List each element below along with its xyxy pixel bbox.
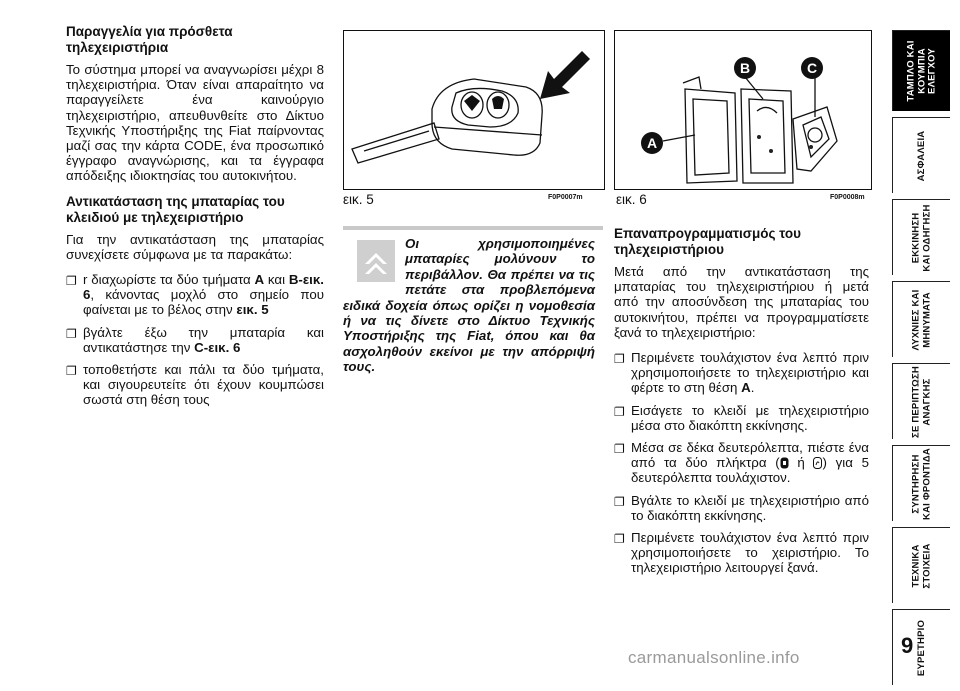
- bullet-separate-parts: ❐ r διαχωρίστε τα δύο τμήματα A και B-εικ. 6, κάνοντας μοχλό στο σημείο που φαίνεται με το βέλος στην εικ. 5: [66, 272, 324, 318]
- callout-c: [801, 57, 823, 79]
- tab-warning-lights[interactable]: ΛΥΧΝΙΕΣ ΚΑΙ ΜΗΝΥΜΑΤΑ: [892, 281, 950, 357]
- lock-button-icon: [780, 457, 789, 469]
- svg-text:A: A: [646, 135, 658, 151]
- paragraph-extra-remotes: Το σύστημα μπορεί να αναγνωρίσει μέχρι 8 τηλεχειριστήρια. Όταν είναι απαραίτητο να παραγγείλετε ένα καινούργιο τηλεχειριστήριο, απευθυνθείτε στο Δίκτυο Τεχνικής Υποστήριξης της Fiat παίρνοντας μαζί σας την κάρτα CODE, ένα προσωπικό έγγραφο αναγνώρισης, και τα έγγραφα απόδειξης ιδιοκτησίας του αυτοκινήτου.: [66, 62, 324, 184]
- checkbox-bullet-icon: ❐: [66, 364, 77, 379]
- tab-index[interactable]: ΕΥΡΕΤΗΡΙΟ: [892, 609, 950, 685]
- callout-a: [641, 132, 663, 154]
- warning-top-bar: [343, 226, 603, 230]
- tab-starting-driving[interactable]: ΕΚΚΙΝΗΣΗ ΚΑΙ ΟΔΗΓΗΣΗ: [892, 199, 950, 275]
- paragraph-battery-intro: Για την αντικατάσταση της μπαταρίας συνεχίσετε σύμφωνα με τα παρακάτω:: [66, 231, 324, 262]
- bullet-wait-position-a: ❐ Περιμένετε τουλάχιστον ένα λεπτό πριν χρησιμοποιήσετε το τηλεχειριστήριο και φέρτε το στη θέση A.: [614, 350, 869, 396]
- bullet-insert-key: ❐ Εισάγετε το κλειδί με τηλεχειριστήριο μέσα στο διακόπτη εκκίνησης.: [614, 402, 869, 433]
- tab-technical-data[interactable]: ΤΕΧΝΙΚΑ ΣΤΟΙΧΕΙΑ: [892, 527, 950, 603]
- bullet-press-button: ❐ Μέσα σε δέκα δευτερόλεπτα, πιέστε ένα από τα δύο πλήκτρα ( ή ) για 5 δευτερόλεπτα τουλάχιστον.: [614, 440, 869, 486]
- bullet-reassemble: ❐ τοποθετήστε και πάλι τα δύο τμήματα, και σιγουρευτείτε ότι έχουν κουμπώσει σωστά στη θέση τους: [66, 362, 324, 408]
- tab-maintenance[interactable]: ΣΥΝΤΗΡΗΣΗ ΚΑΙ ΦΡΟΝΤΙΔΑ: [892, 445, 950, 521]
- tab-emergency[interactable]: ΣΕ ΠΕΡΙΠΤΩΣΗ ΑΝΑΓΚΗΣ: [892, 363, 950, 439]
- figure-6-key-parts: [614, 30, 872, 190]
- checkbox-bullet-icon: ❐: [614, 404, 625, 419]
- checkbox-bullet-icon: ❐: [66, 326, 77, 341]
- figure-5-code: F0P0007m: [548, 194, 583, 201]
- page-number: 9: [901, 633, 914, 658]
- figure-6-label: εικ. 6: [616, 192, 647, 207]
- checkbox-bullet-icon: ❐: [614, 494, 625, 509]
- bullet-remove-battery: ❐ βγάλτε έξω την μπαταρία και αντικατάστησε την C-εικ. 6: [66, 324, 324, 355]
- paragraph-reprogramming-intro: Μετά από την αντικατάσταση της μπαταρίας του τηλεχειριστήριου ή μετά από την αποσύνδεση της μπαταρίας του αυτοκινήτου, πρέπει να προγραμματίσετε ξανά το τηλεχειριστήριο:: [614, 264, 869, 340]
- section-heading-battery-replacement: Αντικατάσταση της μπαταρίας του κλειδιού με τηλεχειριστήριο: [66, 193, 285, 225]
- checkbox-bullet-icon: ❐: [66, 274, 77, 289]
- bullet-wait-ready: ❐ Περιμένετε τουλάχιστον ένα λεπτό πριν χρησιμοποιήσετε το χειριστήριο. Το τηλεχειριστήριο λειτουργεί ξανά.: [614, 530, 869, 576]
- bullet-remove-key: ❐ Βγάλτε το κλειδί με τηλεχειριστήριο από το διακόπτη εκκίνησης.: [614, 492, 869, 523]
- section-heading-reprogramming: Επαναπρογραμματισμός του τηλεχειριστήριου: [614, 226, 802, 257]
- callout-b: [734, 57, 756, 79]
- key-open-illustration: [344, 31, 604, 189]
- section-heading-extra-remotes: Παραγγελία για πρόσθετα τηλεχειριστήρια: [66, 24, 233, 55]
- right-column: [614, 226, 869, 583]
- key-disassembled-illustration: [615, 31, 871, 189]
- warning-text: Οι χρησιμοποιημένες μπαταρίες μολύνουν το περιβάλλον. Θα πρέπει να τις πετάτε στα προβλεπόμενα ειδικά δοχεία όπως ορίζει η νομοθεσία ή να τις δίνετε στο Δίκτυο Τεχνικής Υποστήριξης της Fiat, όπου και θα ασχοληθούν εκείνοι με την απόρριψή τους.: [343, 236, 595, 375]
- figure-6-code: F0P0008m: [830, 194, 865, 201]
- watermark: carmanualsonline.info: [628, 648, 800, 667]
- checkbox-bullet-icon: ❐: [614, 442, 625, 457]
- checkbox-bullet-icon: ❐: [614, 352, 625, 367]
- arrow-icon: [540, 51, 590, 99]
- chapter-tabs: [892, 30, 950, 691]
- left-column: [66, 24, 324, 415]
- svg-text:C: C: [806, 60, 818, 76]
- figure-5-key: [343, 30, 605, 190]
- checkbox-bullet-icon: ❐: [614, 532, 625, 547]
- figure-5-label: εικ. 5: [343, 192, 374, 207]
- svg-text:B: B: [739, 60, 751, 76]
- tab-dashboard-controls[interactable]: ΤΑΜΠΛΟ ΚΑΙ ΚΟΥΜΠΙΑ ΕΛΕΓΧΟΥ: [892, 30, 950, 111]
- tab-safety[interactable]: ΑΣΦΑΛΕΙΑ: [892, 117, 950, 193]
